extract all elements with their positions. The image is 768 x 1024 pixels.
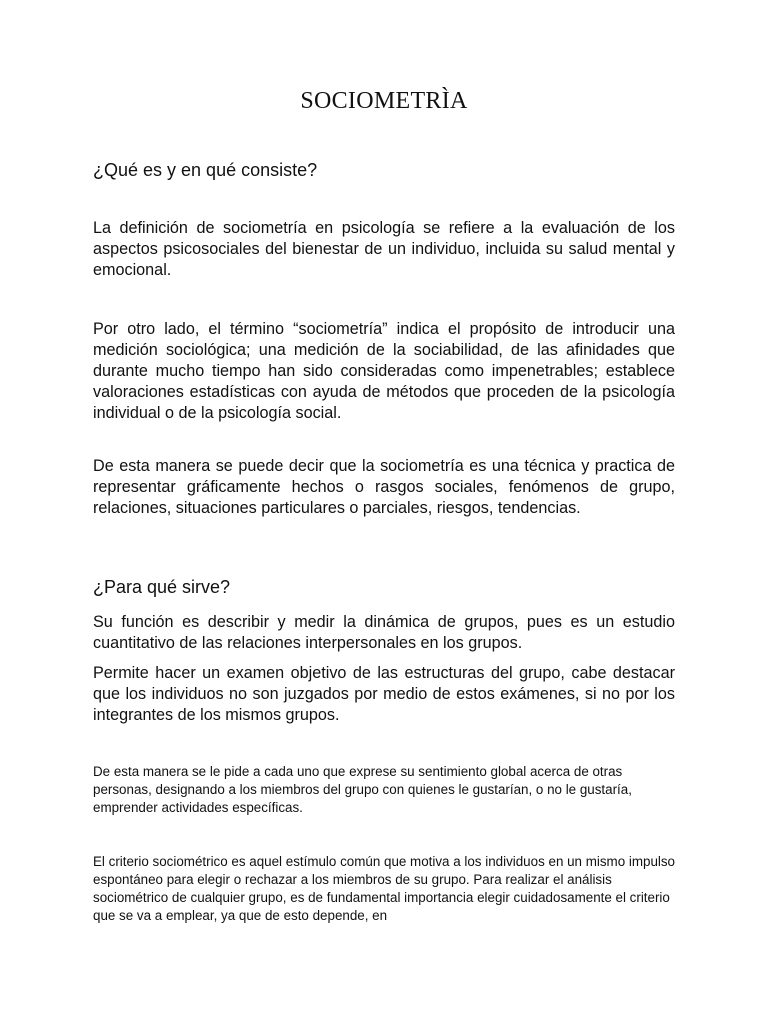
paragraph-definition: La definición de sociometría en psicología se refiere a la evaluación de los aspectos psicosociales del bienestar de un individuo, incluida su salud mental y emocional. [93, 219, 675, 279]
paragraph-examination: Permite hacer un examen objetivo de las estructuras del grupo, cabe destacar que los individuos no son juzgados por medio de estos exámenes, si no por los integrantes de los mismos grupos. [93, 664, 675, 724]
paragraph-term: Por otro lado, el término “sociometría” indica el propósito de introducir una medición sociológica; una medición de la sociabilidad, de las afinidades que durante mucho tiempo han sido consideradas como impenetrables; establece valoraciones estadísticas con ayuda de métodos que proceden de la psicología individual o de la psicología social. [93, 320, 675, 422]
paragraph-criterion: El criterio sociométrico es aquel estímulo común que motiva a los individuos en un mismo impulso espontáneo para elegir o rechazar a los miembros de su grupo. Para realizar el análisis sociométrico de cualquier grupo, es de fundamental importancia elegir cuidadosamente el criterio que se va a emplear, ya que de esto depende, en [93, 854, 676, 923]
paragraph-technique: De esta manera se puede decir que la sociometría es una técnica y practica de representar gráficamente hechos o rasgos sociales, fenómenos de grupo, relaciones, situaciones particulares o parciales, riesgos, tendencias. [93, 457, 675, 517]
paragraph-feelings: De esta manera se le pide a cada uno que exprese su sentimiento global acerca de otras personas, designando a los miembros del grupo con quienes le gustarían, o no le gustaría, emprender actividades específicas. [93, 764, 632, 815]
section-heading-purpose: ¿Para qué sirve? [93, 577, 231, 597]
section-heading-what-is: ¿Qué es y en qué consiste? [93, 160, 318, 180]
paragraph-function: Su función es describir y medir la dinámica de grupos, pues es un estudio cuantitativo de las relaciones interpersonales en los grupos. [93, 613, 675, 652]
document-title: SOCIOMETRÌA [300, 88, 468, 114]
